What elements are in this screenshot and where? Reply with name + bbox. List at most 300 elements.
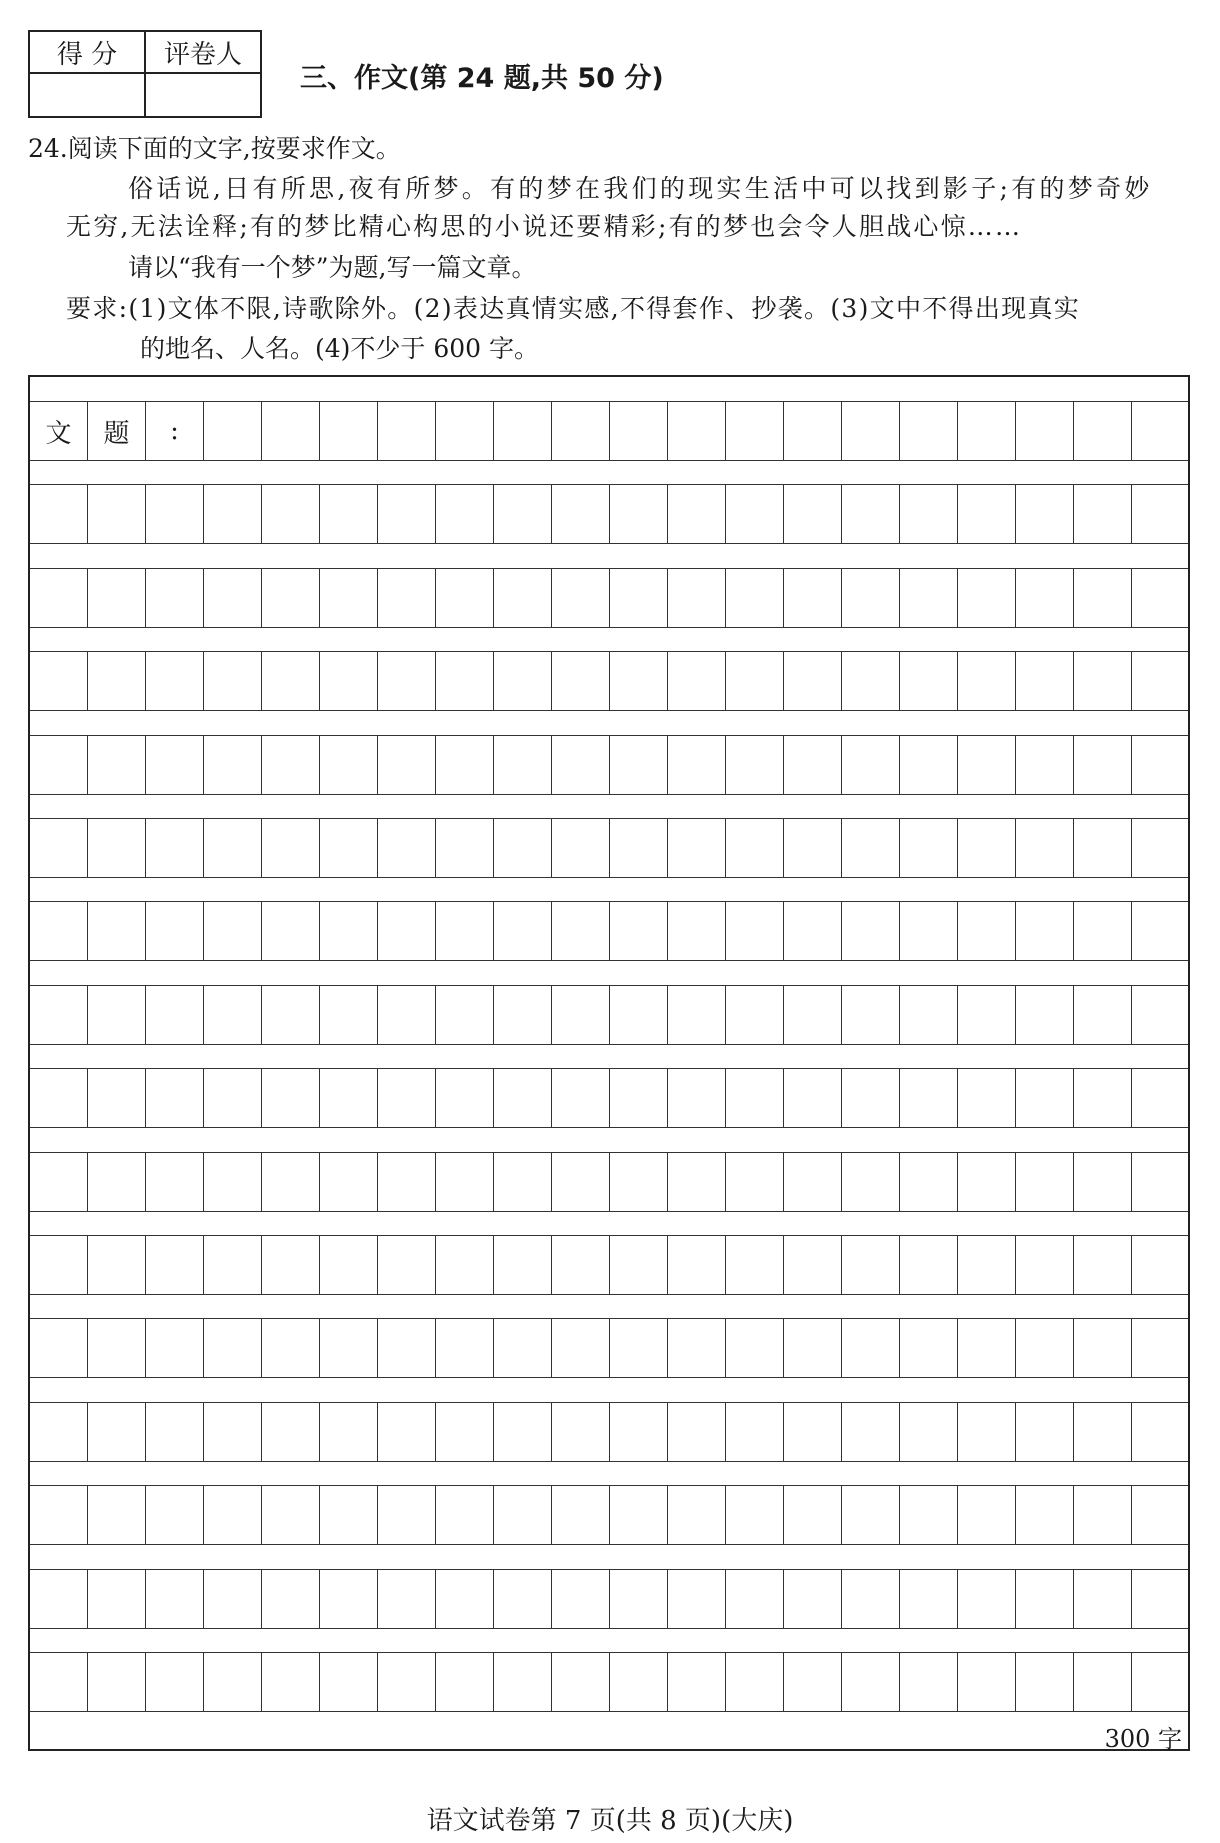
grid-cell[interactable] (668, 402, 726, 460)
grid-cell[interactable] (30, 1403, 88, 1461)
grid-cell[interactable] (262, 986, 320, 1044)
grid-cell[interactable] (842, 569, 900, 627)
grid-cell[interactable] (88, 485, 146, 543)
grid-cell[interactable] (610, 569, 668, 627)
writing-row[interactable] (30, 484, 1188, 544)
grid-cell[interactable] (552, 1236, 610, 1294)
grid-cell[interactable] (1074, 1236, 1132, 1294)
grid-cell[interactable] (494, 819, 552, 877)
grid-cell[interactable] (1132, 1319, 1190, 1377)
grid-cell[interactable] (668, 1069, 726, 1127)
grid-cell[interactable] (1132, 1653, 1190, 1711)
grid-cell[interactable] (668, 485, 726, 543)
grid-cell[interactable] (842, 736, 900, 794)
grid-cell[interactable] (494, 402, 552, 460)
grid-cell[interactable] (204, 902, 262, 960)
grid-cell[interactable] (726, 1319, 784, 1377)
grader-input-cell[interactable] (145, 73, 261, 117)
grid-cell[interactable] (668, 736, 726, 794)
grid-cell[interactable] (552, 1570, 610, 1628)
score-input-cell[interactable] (29, 73, 145, 117)
grid-cell[interactable] (262, 819, 320, 877)
grid-cell[interactable] (1016, 1403, 1074, 1461)
grid-cell[interactable] (900, 902, 958, 960)
grid-cell[interactable] (494, 1403, 552, 1461)
grid-cell[interactable] (958, 736, 1016, 794)
grid-cell[interactable] (668, 569, 726, 627)
grid-cell[interactable] (204, 819, 262, 877)
grid-cell[interactable] (204, 1486, 262, 1544)
grid-cell[interactable] (378, 902, 436, 960)
grid-cell[interactable] (146, 652, 204, 710)
grid-cell[interactable] (320, 819, 378, 877)
essay-grid[interactable] (28, 375, 1190, 1751)
grid-cell[interactable] (30, 652, 88, 710)
grid-cell[interactable] (726, 1153, 784, 1211)
grid-cell[interactable] (30, 1653, 88, 1711)
grid-cell[interactable] (958, 986, 1016, 1044)
grid-cell[interactable] (552, 986, 610, 1044)
grid-cell[interactable] (552, 1653, 610, 1711)
grid-cell[interactable] (1074, 1069, 1132, 1127)
grid-cell[interactable] (204, 569, 262, 627)
grid-cell[interactable] (1074, 1653, 1132, 1711)
grid-cell[interactable] (610, 1570, 668, 1628)
grid-cell[interactable] (30, 986, 88, 1044)
grid-cell[interactable] (1074, 485, 1132, 543)
grid-cell[interactable] (784, 1403, 842, 1461)
grid-cell[interactable] (958, 1069, 1016, 1127)
grid-cell[interactable] (726, 569, 784, 627)
grid-cell[interactable] (842, 902, 900, 960)
grid-cell[interactable] (146, 1153, 204, 1211)
grid-cell[interactable] (610, 736, 668, 794)
grid-cell[interactable] (378, 652, 436, 710)
grid-cell[interactable] (900, 1653, 958, 1711)
grid-cell[interactable] (900, 1319, 958, 1377)
grid-cell[interactable] (958, 1403, 1016, 1461)
grid-cell[interactable] (668, 1236, 726, 1294)
grid-cell[interactable] (610, 1069, 668, 1127)
grid-cell[interactable] (958, 569, 1016, 627)
grid-cell[interactable] (204, 485, 262, 543)
grid-cell[interactable] (900, 569, 958, 627)
grid-cell[interactable] (1016, 736, 1074, 794)
grid-cell[interactable] (494, 1486, 552, 1544)
grid-cell[interactable] (262, 1069, 320, 1127)
grid-cell[interactable] (30, 569, 88, 627)
writing-row[interactable] (30, 1569, 1188, 1629)
writing-row[interactable] (30, 651, 1188, 711)
grid-cell[interactable] (668, 1486, 726, 1544)
grid-cell[interactable] (204, 1403, 262, 1461)
grid-cell[interactable] (552, 1486, 610, 1544)
grid-cell[interactable] (726, 485, 784, 543)
grid-cell[interactable] (900, 1486, 958, 1544)
grid-cell[interactable] (610, 1153, 668, 1211)
grid-cell[interactable] (726, 1653, 784, 1711)
grid-cell[interactable] (1074, 986, 1132, 1044)
grid-cell[interactable] (1074, 402, 1132, 460)
grid-cell[interactable] (262, 736, 320, 794)
grid-cell[interactable] (958, 819, 1016, 877)
grid-cell[interactable] (494, 986, 552, 1044)
grid-cell[interactable] (146, 1403, 204, 1461)
grid-cell[interactable] (842, 1653, 900, 1711)
grid-cell[interactable] (958, 1236, 1016, 1294)
grid-cell[interactable] (436, 1486, 494, 1544)
grid-cell[interactable] (900, 819, 958, 877)
grid-cell[interactable] (1016, 819, 1074, 877)
grid-cell[interactable] (1016, 1069, 1074, 1127)
writing-row[interactable] (30, 818, 1188, 878)
grid-cell[interactable] (726, 652, 784, 710)
grid-cell[interactable] (1016, 1653, 1074, 1711)
grid-cell[interactable] (88, 1486, 146, 1544)
grid-cell[interactable] (784, 1069, 842, 1127)
grid-cell[interactable] (842, 1236, 900, 1294)
grid-cell[interactable] (784, 1486, 842, 1544)
grid-cell[interactable] (30, 1319, 88, 1377)
grid-cell[interactable] (842, 986, 900, 1044)
grid-cell[interactable] (494, 736, 552, 794)
grid-cell[interactable] (204, 652, 262, 710)
grid-cell[interactable] (320, 1069, 378, 1127)
grid-cell[interactable] (552, 736, 610, 794)
grid-cell[interactable] (552, 652, 610, 710)
grid-cell[interactable] (900, 485, 958, 543)
grid-cell[interactable] (1132, 736, 1190, 794)
grid-cell[interactable] (784, 652, 842, 710)
grid-cell[interactable] (262, 485, 320, 543)
grid-cell[interactable] (610, 1236, 668, 1294)
grid-cell[interactable] (88, 652, 146, 710)
grid-cell[interactable] (784, 1236, 842, 1294)
grid-cell[interactable] (1016, 1236, 1074, 1294)
grid-cell[interactable] (900, 1153, 958, 1211)
grid-cell[interactable] (726, 1570, 784, 1628)
grid-cell[interactable] (494, 1236, 552, 1294)
grid-cell[interactable] (552, 1153, 610, 1211)
grid-cell[interactable] (1016, 902, 1074, 960)
grid-cell[interactable] (378, 485, 436, 543)
grid-cell[interactable] (262, 569, 320, 627)
grid-cell[interactable] (610, 402, 668, 460)
grid-cell[interactable] (494, 1570, 552, 1628)
grid-cell[interactable] (378, 1069, 436, 1127)
grid-cell[interactable] (1132, 1403, 1190, 1461)
grid-cell[interactable] (784, 402, 842, 460)
grid-cell[interactable] (30, 1069, 88, 1127)
grid-cell[interactable] (784, 1153, 842, 1211)
grid-cell[interactable] (1132, 1486, 1190, 1544)
grid-cell[interactable] (262, 1319, 320, 1377)
grid-cell[interactable] (378, 402, 436, 460)
writing-row[interactable] (30, 735, 1188, 795)
grid-cell[interactable] (900, 1069, 958, 1127)
grid-cell[interactable] (146, 1319, 204, 1377)
grid-cell[interactable] (378, 819, 436, 877)
grid-cell[interactable] (494, 652, 552, 710)
grid-cell[interactable] (204, 1653, 262, 1711)
grid-cell[interactable] (726, 902, 784, 960)
writing-row[interactable] (30, 1068, 1188, 1128)
grid-cell[interactable] (378, 1319, 436, 1377)
grid-cell[interactable] (436, 1570, 494, 1628)
grid-cell[interactable] (30, 1486, 88, 1544)
grid-cell[interactable] (146, 569, 204, 627)
grid-cell[interactable] (436, 1069, 494, 1127)
grid-cell[interactable] (842, 1570, 900, 1628)
grid-cell[interactable] (1132, 1153, 1190, 1211)
grid-cell[interactable] (320, 1570, 378, 1628)
grid-cell[interactable] (842, 819, 900, 877)
grid-cell[interactable] (436, 1403, 494, 1461)
grid-cell[interactable] (1132, 819, 1190, 877)
grid-cell[interactable] (378, 1570, 436, 1628)
writing-row[interactable] (30, 1485, 1188, 1545)
grid-cell[interactable] (146, 1069, 204, 1127)
grid-cell[interactable] (320, 652, 378, 710)
grid-cell[interactable] (146, 819, 204, 877)
grid-cell[interactable] (88, 1069, 146, 1127)
grid-cell[interactable] (1016, 569, 1074, 627)
grid-cell[interactable] (262, 1653, 320, 1711)
grid-cell[interactable] (958, 652, 1016, 710)
grid-cell[interactable] (88, 736, 146, 794)
grid-cell[interactable] (146, 1236, 204, 1294)
grid-cell[interactable] (958, 902, 1016, 960)
grid-cell[interactable] (30, 736, 88, 794)
grid-cell[interactable] (320, 1319, 378, 1377)
grid-cell[interactable] (1074, 736, 1132, 794)
grid-cell[interactable] (668, 902, 726, 960)
writing-row[interactable] (30, 901, 1188, 961)
grid-cell[interactable] (88, 1153, 146, 1211)
grid-cell[interactable] (610, 1486, 668, 1544)
grid-cell[interactable] (262, 1486, 320, 1544)
grid-cell[interactable] (1074, 1570, 1132, 1628)
grid-cell[interactable] (842, 1319, 900, 1377)
grid-cell[interactable] (1132, 1069, 1190, 1127)
grid-cell[interactable] (784, 1319, 842, 1377)
grid-cell[interactable] (668, 652, 726, 710)
grid-cell[interactable] (726, 986, 784, 1044)
grid-cell[interactable] (320, 1653, 378, 1711)
grid-cell[interactable] (668, 1403, 726, 1461)
grid-cell[interactable] (726, 736, 784, 794)
grid-cell[interactable] (436, 1236, 494, 1294)
grid-cell[interactable] (320, 485, 378, 543)
grid-cell[interactable] (1016, 652, 1074, 710)
grid-cell[interactable] (378, 1653, 436, 1711)
grid-cell[interactable] (88, 1236, 146, 1294)
grid-cell[interactable] (900, 652, 958, 710)
grid-cell[interactable] (726, 1486, 784, 1544)
grid-cell[interactable] (146, 902, 204, 960)
grid-cell[interactable] (1074, 652, 1132, 710)
grid-cell[interactable] (204, 1236, 262, 1294)
grid-cell[interactable] (1132, 1570, 1190, 1628)
grid-cell[interactable] (320, 569, 378, 627)
grid-cell[interactable] (552, 569, 610, 627)
grid-cell[interactable] (88, 902, 146, 960)
grid-cell[interactable] (494, 902, 552, 960)
grid-cell[interactable] (320, 1236, 378, 1294)
grid-cell[interactable] (262, 1236, 320, 1294)
grid-cell[interactable] (204, 1570, 262, 1628)
grid-cell[interactable] (320, 402, 378, 460)
grid-cell[interactable] (30, 902, 88, 960)
grid-cell[interactable] (1074, 1486, 1132, 1544)
grid-cell[interactable] (1016, 1319, 1074, 1377)
grid-cell[interactable] (784, 902, 842, 960)
grid-cell[interactable] (668, 819, 726, 877)
grid-cell[interactable] (958, 1570, 1016, 1628)
grid-cell[interactable] (726, 402, 784, 460)
grid-cell[interactable] (1132, 1236, 1190, 1294)
grid-cell[interactable] (436, 1653, 494, 1711)
grid-cell[interactable] (958, 1486, 1016, 1544)
grid-cell[interactable] (610, 1653, 668, 1711)
grid-cell[interactable] (610, 819, 668, 877)
grid-cell[interactable] (668, 1570, 726, 1628)
grid-cell[interactable] (900, 736, 958, 794)
writing-row[interactable] (30, 568, 1188, 628)
grid-cell[interactable] (668, 1319, 726, 1377)
grid-cell[interactable] (30, 1570, 88, 1628)
grid-cell[interactable] (378, 569, 436, 627)
grid-cell[interactable] (320, 1486, 378, 1544)
grid-cell[interactable] (88, 1653, 146, 1711)
grid-cell[interactable] (1074, 819, 1132, 877)
grid-cell[interactable] (494, 1653, 552, 1711)
grid-cell[interactable] (378, 1486, 436, 1544)
grid-cell[interactable] (494, 485, 552, 543)
grid-cell[interactable] (436, 402, 494, 460)
writing-row[interactable] (30, 1235, 1188, 1295)
grid-cell[interactable] (436, 652, 494, 710)
grid-cell[interactable] (146, 1486, 204, 1544)
grid-cell[interactable] (436, 736, 494, 794)
grid-cell[interactable] (784, 736, 842, 794)
grid-cell[interactable] (610, 1403, 668, 1461)
grid-cell[interactable] (610, 485, 668, 543)
grid-cell[interactable] (668, 1153, 726, 1211)
grid-cell[interactable] (842, 402, 900, 460)
grid-cell[interactable] (436, 902, 494, 960)
grid-cell[interactable] (146, 986, 204, 1044)
grid-cell[interactable] (494, 1319, 552, 1377)
grid-cell[interactable] (262, 1153, 320, 1211)
grid-cell[interactable] (262, 1403, 320, 1461)
grid-cell[interactable] (900, 1403, 958, 1461)
writing-row[interactable] (30, 1402, 1188, 1462)
grid-cell[interactable] (378, 736, 436, 794)
title-row[interactable] (30, 401, 1188, 461)
grid-cell[interactable] (1132, 402, 1190, 460)
grid-cell[interactable] (146, 1570, 204, 1628)
grid-cell[interactable] (88, 569, 146, 627)
grid-cell[interactable] (842, 485, 900, 543)
grid-cell[interactable] (610, 652, 668, 710)
grid-cell[interactable] (1132, 485, 1190, 543)
grid-cell[interactable] (30, 1153, 88, 1211)
grid-cell[interactable] (1074, 569, 1132, 627)
grid-cell[interactable] (262, 902, 320, 960)
grid-cell[interactable] (1016, 986, 1074, 1044)
grid-cell[interactable] (378, 1153, 436, 1211)
grid-cell[interactable] (494, 569, 552, 627)
grid-cell[interactable] (842, 1069, 900, 1127)
grid-cell[interactable] (320, 736, 378, 794)
grid-cell[interactable] (1016, 1486, 1074, 1544)
grid-cell[interactable] (204, 1069, 262, 1127)
grid-cell[interactable] (146, 485, 204, 543)
grid-cell[interactable] (842, 1486, 900, 1544)
grid-cell[interactable] (552, 1403, 610, 1461)
grid-cell[interactable] (610, 902, 668, 960)
grid-cell[interactable] (784, 819, 842, 877)
grid-cell[interactable] (784, 1570, 842, 1628)
grid-cell[interactable] (1016, 485, 1074, 543)
writing-row[interactable] (30, 1652, 1188, 1712)
grid-cell[interactable] (204, 736, 262, 794)
grid-cell[interactable] (146, 736, 204, 794)
grid-cell[interactable] (436, 986, 494, 1044)
grid-cell[interactable] (726, 1069, 784, 1127)
grid-cell[interactable] (378, 1236, 436, 1294)
grid-cell[interactable] (552, 402, 610, 460)
grid-cell[interactable] (552, 1319, 610, 1377)
grid-cell[interactable] (958, 1153, 1016, 1211)
grid-cell[interactable] (842, 1153, 900, 1211)
grid-cell[interactable] (378, 1403, 436, 1461)
grid-cell[interactable] (1074, 1319, 1132, 1377)
grid-cell[interactable] (146, 1653, 204, 1711)
grid-cell[interactable] (494, 1069, 552, 1127)
grid-cell[interactable] (204, 1153, 262, 1211)
grid-cell[interactable] (88, 1403, 146, 1461)
grid-cell[interactable] (436, 485, 494, 543)
grid-cell[interactable] (610, 1319, 668, 1377)
grid-cell[interactable] (552, 819, 610, 877)
grid-cell[interactable] (726, 819, 784, 877)
grid-cell[interactable] (378, 986, 436, 1044)
grid-cell[interactable] (842, 1403, 900, 1461)
grid-cell[interactable] (958, 402, 1016, 460)
grid-cell[interactable] (436, 569, 494, 627)
grid-cell[interactable] (668, 1653, 726, 1711)
grid-cell[interactable] (842, 652, 900, 710)
grid-cell[interactable] (30, 485, 88, 543)
grid-cell[interactable] (668, 986, 726, 1044)
grid-cell[interactable] (1016, 402, 1074, 460)
grid-cell[interactable] (552, 1069, 610, 1127)
grid-cell[interactable] (900, 986, 958, 1044)
grid-cell[interactable] (262, 1570, 320, 1628)
grid-cell[interactable] (88, 986, 146, 1044)
grid-cell[interactable] (958, 485, 1016, 543)
grid-cell[interactable] (436, 1153, 494, 1211)
grid-cell[interactable] (320, 1403, 378, 1461)
grid-cell[interactable] (1016, 1570, 1074, 1628)
grid-cell[interactable] (958, 1653, 1016, 1711)
grid-cell[interactable] (320, 902, 378, 960)
grid-cell[interactable] (900, 1236, 958, 1294)
writing-row[interactable] (30, 985, 1188, 1045)
grid-cell[interactable] (320, 1153, 378, 1211)
